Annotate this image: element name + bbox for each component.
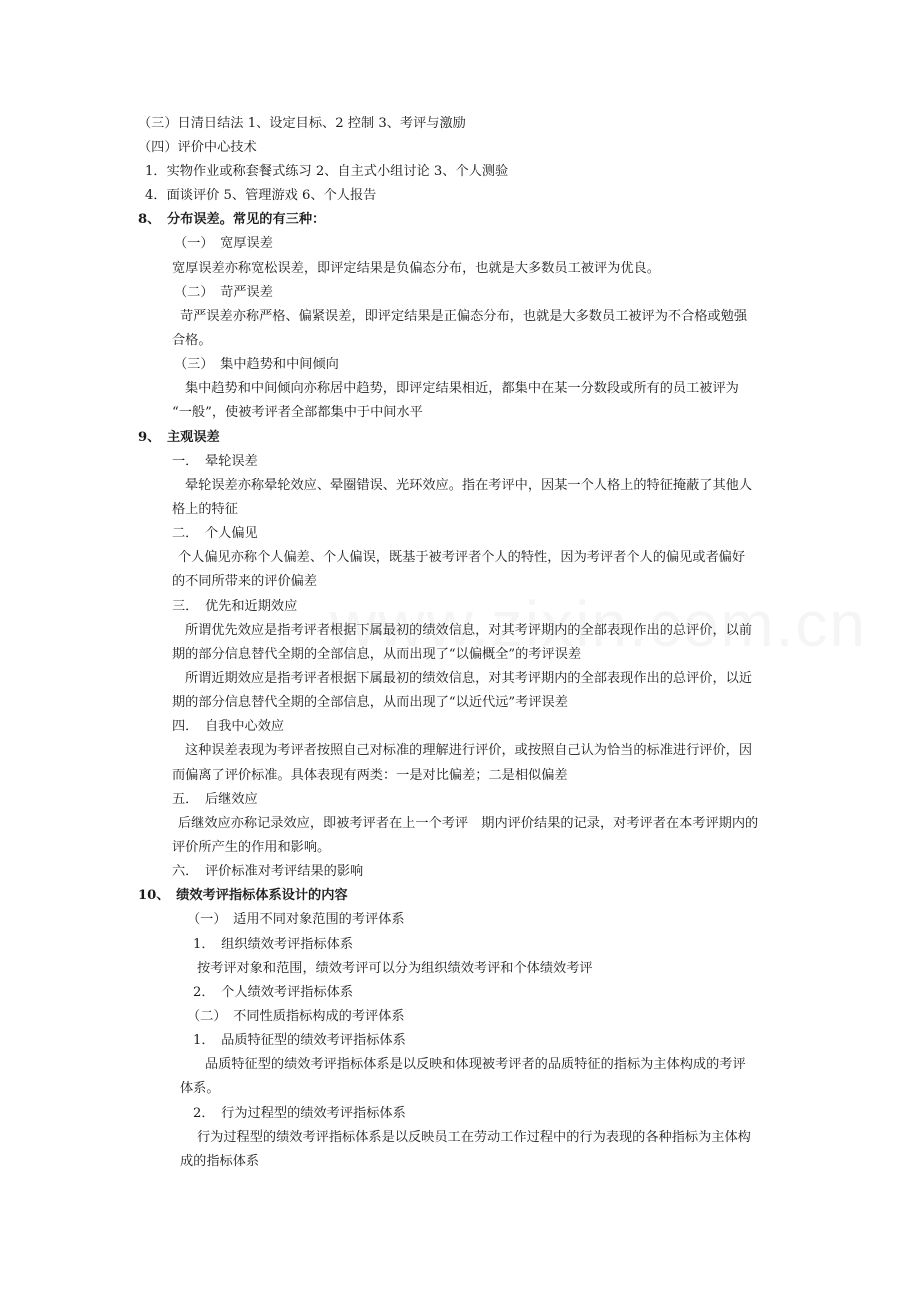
subsection-heading: 五． 后继效应 [172, 792, 258, 807]
paragraph-line: 评价所产生的作用和影响。 [172, 840, 331, 855]
subsection-heading: （三） 集中趋势和中间倾向 [174, 357, 339, 372]
paragraph-line: 而偏离了评价标准。具体表现有两类：一是对比偏差；二是相似偏差 [172, 768, 568, 783]
subsection-heading: 六． 评价标准对考评结果的影响 [172, 864, 364, 879]
paragraph-line: 集中趋势和中间倾向亦称居中趋势，即评定结果相近，都集中在某一分数段或所有的员工被评为 [185, 381, 739, 396]
section-heading: 8、 分布误差。常见的有三种： [138, 212, 326, 227]
subsection-heading: 三． 优先和近期效应 [172, 599, 298, 614]
list-item-heading: 1． 组织绩效考评指标体系 [193, 937, 354, 952]
paragraph-line: 按考评对象和范围，绩效考评可以分为组织绩效考评和个体绩效考评 [197, 961, 593, 976]
subsection-heading: （一） 适用不同对象范围的考评体系 [187, 912, 405, 927]
paragraph-line: 晕轮误差亦称晕轮效应、晕圈错误、光环效应。指在考评中，因某一个人格上的特征掩蔽了其他人 [185, 478, 753, 493]
subsection-heading: 一． 晕轮误差 [172, 454, 258, 469]
paragraph-line: 宽厚误差亦称宽松误差，即评定结果是负偏态分布，也就是大多数员工被评为优良。 [172, 261, 660, 276]
paragraph-line: 后继效应亦称记录效应，即被考评者在上一个考评 期内评价结果的记录，对考评者在本考评期内的 [178, 816, 759, 831]
text-line: （四）评价中心技术 [138, 140, 257, 155]
subsection-heading: 二． 个人偏见 [172, 526, 258, 541]
section-heading: 10、 绩效考评指标体系设计的内容 [138, 888, 348, 903]
paragraph-line: 品质特征型的绩效考评指标体系是以反映和体现被考评者的品质特征的指标为主体构成的考评 [205, 1057, 746, 1072]
paragraph-line: 苛严误差亦称严格、偏紧误差，即评定结果是正偏态分布，也就是大多数员工被评为不合格或勉强 [180, 309, 748, 324]
paragraph-line: 期的部分信息替代全期的全部信息，从而出现了“以偏概全”的考评误差 [172, 647, 582, 662]
section-heading: 9、 主观误差 [138, 430, 220, 445]
paragraph-line: 格上的特征 [172, 502, 238, 517]
paragraph-line: 合格。 [172, 333, 212, 348]
list-item-heading: 2． 行为过程型的绩效考评指标体系 [193, 1106, 406, 1121]
text-line: （三）日清日结法 1、设定目标、2 控制 3、考评与激励 [138, 116, 466, 131]
text-line: 1．实物作业或称套餐式练习 2、自主式小组讨论 3、个人测验 [145, 164, 509, 179]
subsection-heading: （二） 苛严误差 [174, 285, 273, 300]
paragraph-line: 成的指标体系 [180, 1154, 260, 1169]
paragraph-line: 期的部分信息替代全期的全部信息，从而出现了“以近代远”考评误差 [172, 695, 568, 710]
list-item-heading: 1． 品质特征型的绩效考评指标体系 [193, 1033, 406, 1048]
paragraph-line: 个人偏见亦称个人偏差、个人偏误，既基于被考评者个人的特性，因为考评者个人的偏见或者偏好 [178, 550, 746, 565]
list-item-heading: 2． 个人绩效考评指标体系 [193, 985, 354, 1000]
paragraph-line: 所谓近期效应是指考评者根据下属最初的绩效信息，对其考评期内的全部表现作出的总评价，以近 [185, 671, 753, 686]
subsection-heading: （二） 不同性质指标构成的考评体系 [187, 1009, 405, 1024]
paragraph-line: 所谓优先效应是指考评者根据下属最初的绩效信息，对其考评期内的全部表现作出的总评价，以前 [185, 623, 753, 638]
subsection-heading: （一） 宽厚误差 [174, 236, 273, 251]
paragraph-line: 体系。 [180, 1081, 220, 1096]
paragraph-line: 的不同所带来的评价偏差 [172, 574, 318, 589]
text-line: 4．面谈评价 5、管理游戏 6、个人报告 [145, 188, 377, 203]
paragraph-line: 行为过程型的绩效考评指标体系是以反映员工在劳动工作过程中的行为表现的各种指标为主体构 [197, 1130, 751, 1145]
paragraph-line: “一般”，使被考评者全部都集中于中间水平 [172, 405, 423, 420]
subsection-heading: 四． 自我中心效应 [172, 719, 285, 734]
paragraph-line: 这种误差表现为考评者按照自己对标准的理解进行评价，或按照自己认为恰当的标准进行评价，因 [185, 743, 753, 758]
